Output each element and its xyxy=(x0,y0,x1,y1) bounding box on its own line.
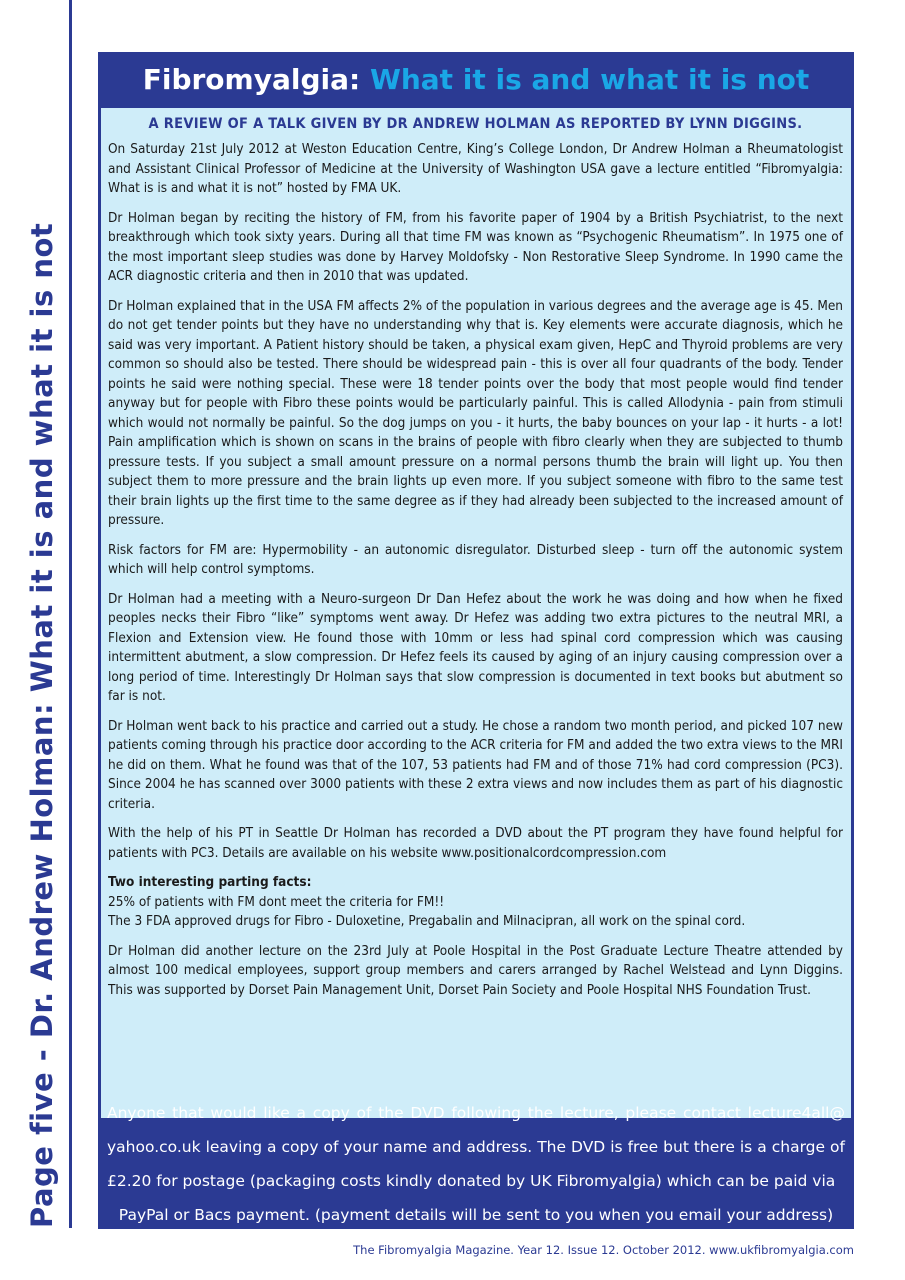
paragraph: Dr Holman began by reciting the history of FM, from his favorite paper of 1904 by a British Psychiatrist, to the next breakthrough which took sixty years. During all that time FM was known as “Psychogenic Rheumatism”. In 1975 one of the most important sleep studies was done by Harvey Moldofsky - Non Restorative Sleep Syndrome. In 1990 came the ACR diagnostic criteria and then in 2010 that was updated. xyxy=(108,209,843,284)
paragraph: With the help of his PT in Seattle Dr Holman has recorded a DVD about the PT program they have found helpful for patients with PC3. Details are available on his website www.positionalcordcompression.com xyxy=(108,825,843,861)
dvd-offer-box xyxy=(98,1092,854,1229)
paragraph: Dr Holman had a meeting with a Neuro-surgeon Dr Dan Hefez about the work he was doing and how when he fixed peoples necks their Fibro “like” symptoms went away. Dr Hefez was adding two extra pictures to the neutral MRI, a Flexion and Extension view. He found those with 10mm or less had spinal cord compression which was causing intermittent abutment, a slow compression. Dr Hefez feels its caused by aging of an injury causing compression over a long period of time. Interestingly Dr Holman says that slow compression is documented in text books but abutment so far is not. xyxy=(108,590,843,704)
fact-item: 25% of patients with FM dont meet the criteria for FM!! xyxy=(108,893,445,910)
facts-heading: Two interesting parting facts: xyxy=(108,874,312,890)
title-part-2: What it is and what it is not xyxy=(369,63,810,96)
article-body xyxy=(101,108,851,1118)
paragraph: On Saturday 21st July 2012 at Weston Education Centre, King’s College London, Dr Andrew Holman a Rheumatologist and Assistant Clinical Professor of Medicine at the University of Washington USA gave a lecture entitled “Fibromyalgia: What is is and what it is not” hosted by FMA UK. xyxy=(108,141,843,196)
dvd-offer-text: Anyone that would like a copy of the DVD following the lecture, please contact lecture4all@ yahoo.co.uk leaving a copy of your name and address. The DVD is free but there is a charge of £2.20 for postage (packaging costs kindly donated by UK Fibromyalgia) which can be paid via xyxy=(107,1104,845,1190)
dvd-offer-last-line: PayPal or Bacs payment. (payment details will be sent to you when you email your address) xyxy=(118,1206,834,1224)
footer-credit: The Fibromyalgia Magazine. Year 12. Issue 12. October 2012. www.ukfibromyalgia.com xyxy=(353,1243,854,1257)
paragraph: Dr Holman went back to his practice and carried out a study. He chose a random two month period, and picked 107 new patients coming through his practice door according to the ACR criteria for FM and added the two extra views to the MRI he did on them. What he found was that of the 107, 53 patients had FM and of those 71% had cord compression (PC3). Since 2004 he has scanned over 3000 patients with these 2 extra views and now includes them as part of his diagnostic criteria. xyxy=(108,717,843,812)
title-part-1: Fibromyalgia: xyxy=(142,63,361,96)
article-panel xyxy=(98,52,854,1229)
side-page-title: Page five - Dr. Andrew Holman: What it is and what it is not xyxy=(25,222,59,1228)
fact-item: The 3 FDA approved drugs for Fibro - Duloxetine, Pregabalin and Milnacipran, all work on the spinal cord. xyxy=(108,913,746,929)
paragraph: Dr Holman explained that in the USA FM affects 2% of the population in various degrees and the average age is 45. Men do not get tender points but they have no understanding why that is. Key elements were accurate diagnosis, which he said was very important. A Patient history should be taken, a physical exam given, HepC and Thyroid problems are very common so should also be tested. There should be widespread pain - this is over all four quadrants of the body. Tender points he said were nothing special. These were 18 tender points over the body that most people would find tender anyway but for people with Fibro these points would be particularly painful. This is called Allodynia - pain from stimuli which would not normally be painful. So the dog jumps on you - it hurts, the baby bounces on your lap - it hurts - a lot! Pain amplification which is shown on scans in the brains of people with fibro clearly when they are subjected to thumb pressure tests. If you subject a small amount pressure on a normal persons thumb the brain will light up. You then subject them to more pressure and the brain lights up even more. If you subject someone with fibro to the same test their brain lights up the first time to the same degree as if they had already been subjected to the increased amount of pressure. xyxy=(108,297,843,528)
parting-facts xyxy=(108,873,843,932)
closing-paragraph: Dr Holman did another lecture on the 23rd July at Poole Hospital in the Post Graduate Lecture Theatre attended by almost 100 medical employees, support group members and carers arranged by Rachel Welstead and Lynn Diggins. This was supported by Dorset Pain Management Unit, Dorset Pain Society and Poole Hospital NHS Foundation Trust. xyxy=(108,942,843,998)
page-title xyxy=(98,52,854,108)
paragraph: Risk factors for FM are: Hypermobility - an autonomic disregulator. Disturbed sleep - turn off the autonomic system which will help control symptoms. xyxy=(108,541,843,577)
article-subtitle: A REVIEW OF A TALK GIVEN BY DR ANDREW HOLMAN AS REPORTED BY LYNN DIGGINS. xyxy=(148,116,803,132)
side-rule xyxy=(69,0,72,1228)
